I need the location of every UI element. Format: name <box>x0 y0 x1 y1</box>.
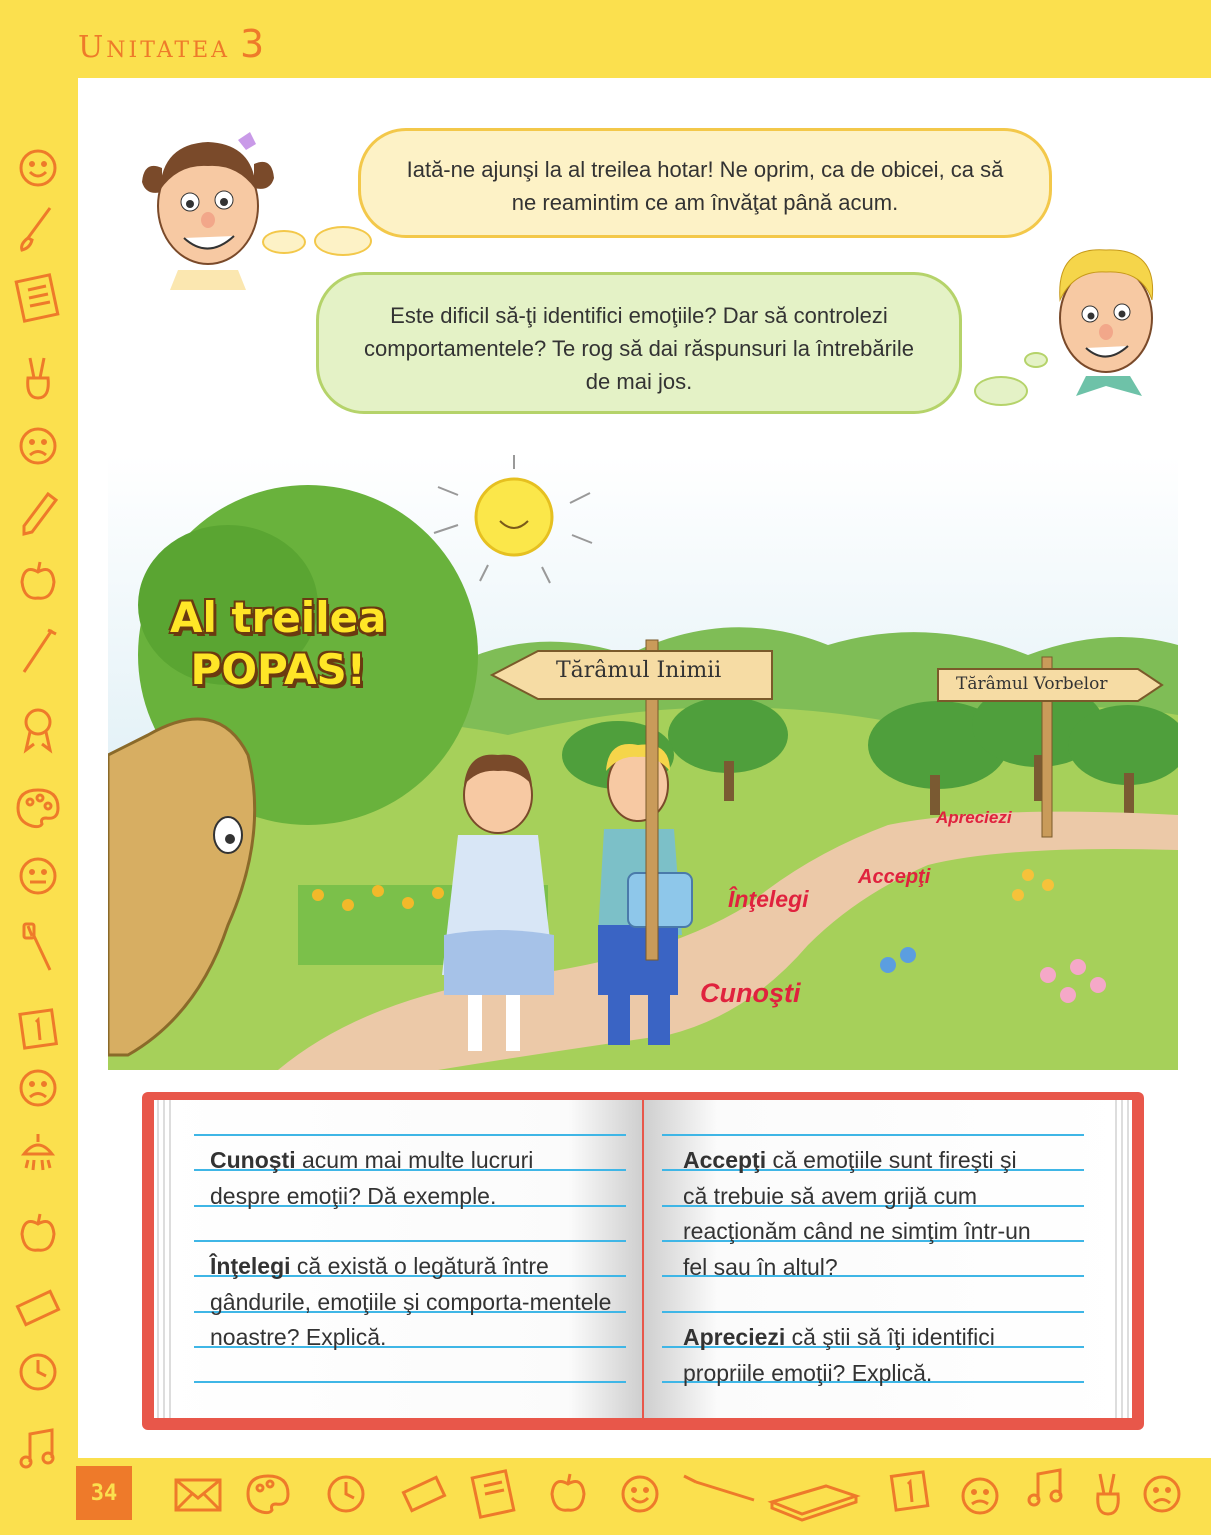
notebook-icon <box>466 1466 522 1522</box>
medal-icon <box>10 700 66 756</box>
path-word-intelegi: Înţelegi <box>728 886 809 912</box>
illustration-title-line2: POPAS! <box>190 645 366 694</box>
shower-icon <box>10 1128 66 1184</box>
page-number: 34 <box>76 1466 132 1520</box>
unit-number: 3 <box>240 22 268 66</box>
path-word-cunosti: Cunoşti <box>700 978 801 1008</box>
book-question: că există o legătură între gândurile, emoţiile şi comporta-mentele noastre? Explică. <box>210 1253 612 1350</box>
book-keyword: Apreciezi <box>683 1324 786 1350</box>
toothbrush-icon <box>10 920 66 976</box>
illustration-title <box>170 592 386 696</box>
sad-face-icon <box>1134 1466 1190 1522</box>
book-keyword: Cunoşti <box>210 1147 296 1173</box>
girl-speech-text: Iată-ne ajunşi la al treilea hotar! Ne oprim, ca de obicei, ca să ne reamintim ce am învăţat până acum. <box>406 157 1004 215</box>
unit-title-rest: NITATEA <box>106 38 231 63</box>
clock-icon <box>10 1344 66 1400</box>
palette-icon <box>10 780 66 836</box>
unit-title-initial: U <box>78 30 107 65</box>
illustration-title-line1: Al treilea <box>170 593 387 642</box>
music-note-icon <box>1018 1466 1074 1522</box>
thought-puff <box>314 226 372 256</box>
path-word-apreciezi: Apreciezi <box>936 808 1012 827</box>
music-note-icon <box>10 1422 66 1478</box>
boy-speech-bubble <box>316 272 962 414</box>
ticket-icon <box>396 1466 452 1522</box>
smiley-icon <box>10 140 66 196</box>
book-icon <box>766 1466 862 1522</box>
sad-face-icon <box>10 418 66 474</box>
palette-icon <box>240 1466 296 1522</box>
apple-icon <box>10 554 66 610</box>
apple-icon <box>540 1466 596 1522</box>
smiley-icon <box>612 1466 668 1522</box>
boy-character-illustration <box>1046 236 1170 400</box>
book-question: că emoţiile sunt fireşti şi că trebuie să avem grijă cum reacţionăm când ne simţim într-un fel sau în altul? <box>683 1147 1031 1280</box>
book-left-item-cunosti <box>210 1143 590 1214</box>
girl-character-illustration <box>138 120 278 296</box>
path-word-accepti: Accepţi <box>858 866 931 888</box>
book-right-item-accepti <box>683 1143 1043 1285</box>
landscape-illustration <box>108 455 1178 1070</box>
book-question: că ştii să îţi identifici propriile emoţii? Explică. <box>683 1324 995 1386</box>
thought-puff <box>1024 352 1048 368</box>
notebook-icon <box>10 270 66 326</box>
book-keyword: Accepţi <box>683 1147 767 1173</box>
victory-hand-icon <box>1080 1466 1136 1522</box>
toothbrush-icon <box>680 1466 760 1522</box>
thought-puff <box>262 230 306 254</box>
apple-icon <box>10 1206 66 1262</box>
sad-face-icon <box>952 1466 1008 1522</box>
thought-puff <box>974 376 1028 406</box>
pen-icon <box>10 624 66 680</box>
unit-title <box>78 22 267 66</box>
victory-hand-icon <box>10 350 66 406</box>
pencil-icon <box>10 486 66 542</box>
calendar-icon <box>10 1000 66 1056</box>
book-keyword: Înţelegi <box>210 1253 291 1279</box>
calendar-icon <box>882 1466 938 1522</box>
girl-speech-bubble <box>358 128 1052 238</box>
book-question: acum mai multe lucruri despre emoţii? Dă exemple. <box>210 1147 534 1209</box>
brush-icon <box>10 200 66 256</box>
sign-left-label: Tărâmul Inimii <box>556 658 722 683</box>
envelope-icon <box>170 1466 226 1522</box>
book-left-item-intelegi <box>210 1249 612 1356</box>
clock-icon <box>318 1466 374 1522</box>
sad-face-icon <box>10 1060 66 1116</box>
ticket-icon <box>10 1280 66 1336</box>
boy-speech-text: Este dificil să-ţi identifici emoţiile? Dar să controlezi comportamentele? Te rog să dai răspunsuri la întrebările de mai jos. <box>364 303 914 394</box>
book-right-item-apreciezi <box>683 1320 1043 1391</box>
sign-right-label: Tărâmul Vorbelor <box>956 674 1108 694</box>
neutral-face-icon <box>10 848 66 904</box>
